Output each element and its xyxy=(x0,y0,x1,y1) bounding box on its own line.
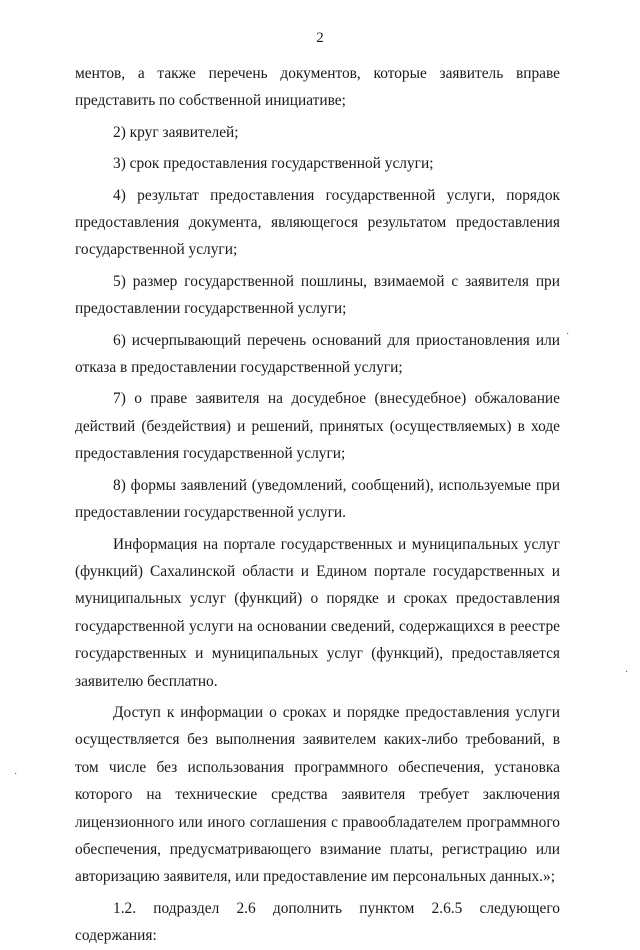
paragraph-access: Доступ к информации о сроках и порядке предоставления услуги осуществляется без выполнения заявителем каких-либо требований, в том числе без использования программного обеспечения, установка которого на технические средства заявителя требует заключения лицензионного или иного соглашения с правообладателем программного обеспечения, предусматривающего взимание платы, регистрацию или авторизацию заявителя, или предоставление им персональных данных.»; xyxy=(75,703,560,886)
paragraph-portal-info: Информация на портале государственных и муниципальных услуг (функций) Сахалинской области и Едином портале государственных и муниципальных услуг (функций) о порядке и сроках предоставления государственной услуги на основании сведений, содержащихся в реестре государственных и муниципальных услуг (функций), предоставляется заявителю бесплатно. xyxy=(75,535,560,690)
paragraph-continuation: ментов, а также перечень документов, которые заявитель вправе представить по собственной инициативе; xyxy=(75,65,560,110)
list-item-grounds: 6) исчерпывающий перечень оснований для приостановления или отказа в предоставлении государственной услуги; xyxy=(75,331,560,377)
list-item-applicants: 2) круг заявителей; xyxy=(113,123,239,141)
page-number: 2 xyxy=(316,30,324,46)
document-body xyxy=(75,60,560,950)
list-item-duty: 5) размер государственной пошлины, взимаемой с заявителя при предоставлении государственной услуги; xyxy=(75,272,560,318)
scan-speck: · xyxy=(566,329,570,340)
list-item-forms: 8) формы заявлений (уведомлений, сообщений), используемые при предоставлении государственной услуги. xyxy=(75,476,560,522)
scan-speck: · xyxy=(14,769,18,780)
list-item-appeal: 7) о праве заявителя на досудебное (внесудебное) обжалование действий (бездействия) и решений, принятых (осуществляемых) в ходе предоставления государственной услуги; xyxy=(75,390,560,463)
list-item-result: 4) результат предоставления государственной услуги, порядок предоставления документа, являющегося результатом предоставления государственной услуги; xyxy=(75,186,560,259)
scan-speck: · xyxy=(625,667,629,678)
list-item-term: 3) срок предоставления государственной услуги; xyxy=(113,155,434,173)
paragraph-amendment: 1.2. подраздел 2.6 дополнить пунктом 2.6.5 следующего содержания: xyxy=(75,899,560,945)
